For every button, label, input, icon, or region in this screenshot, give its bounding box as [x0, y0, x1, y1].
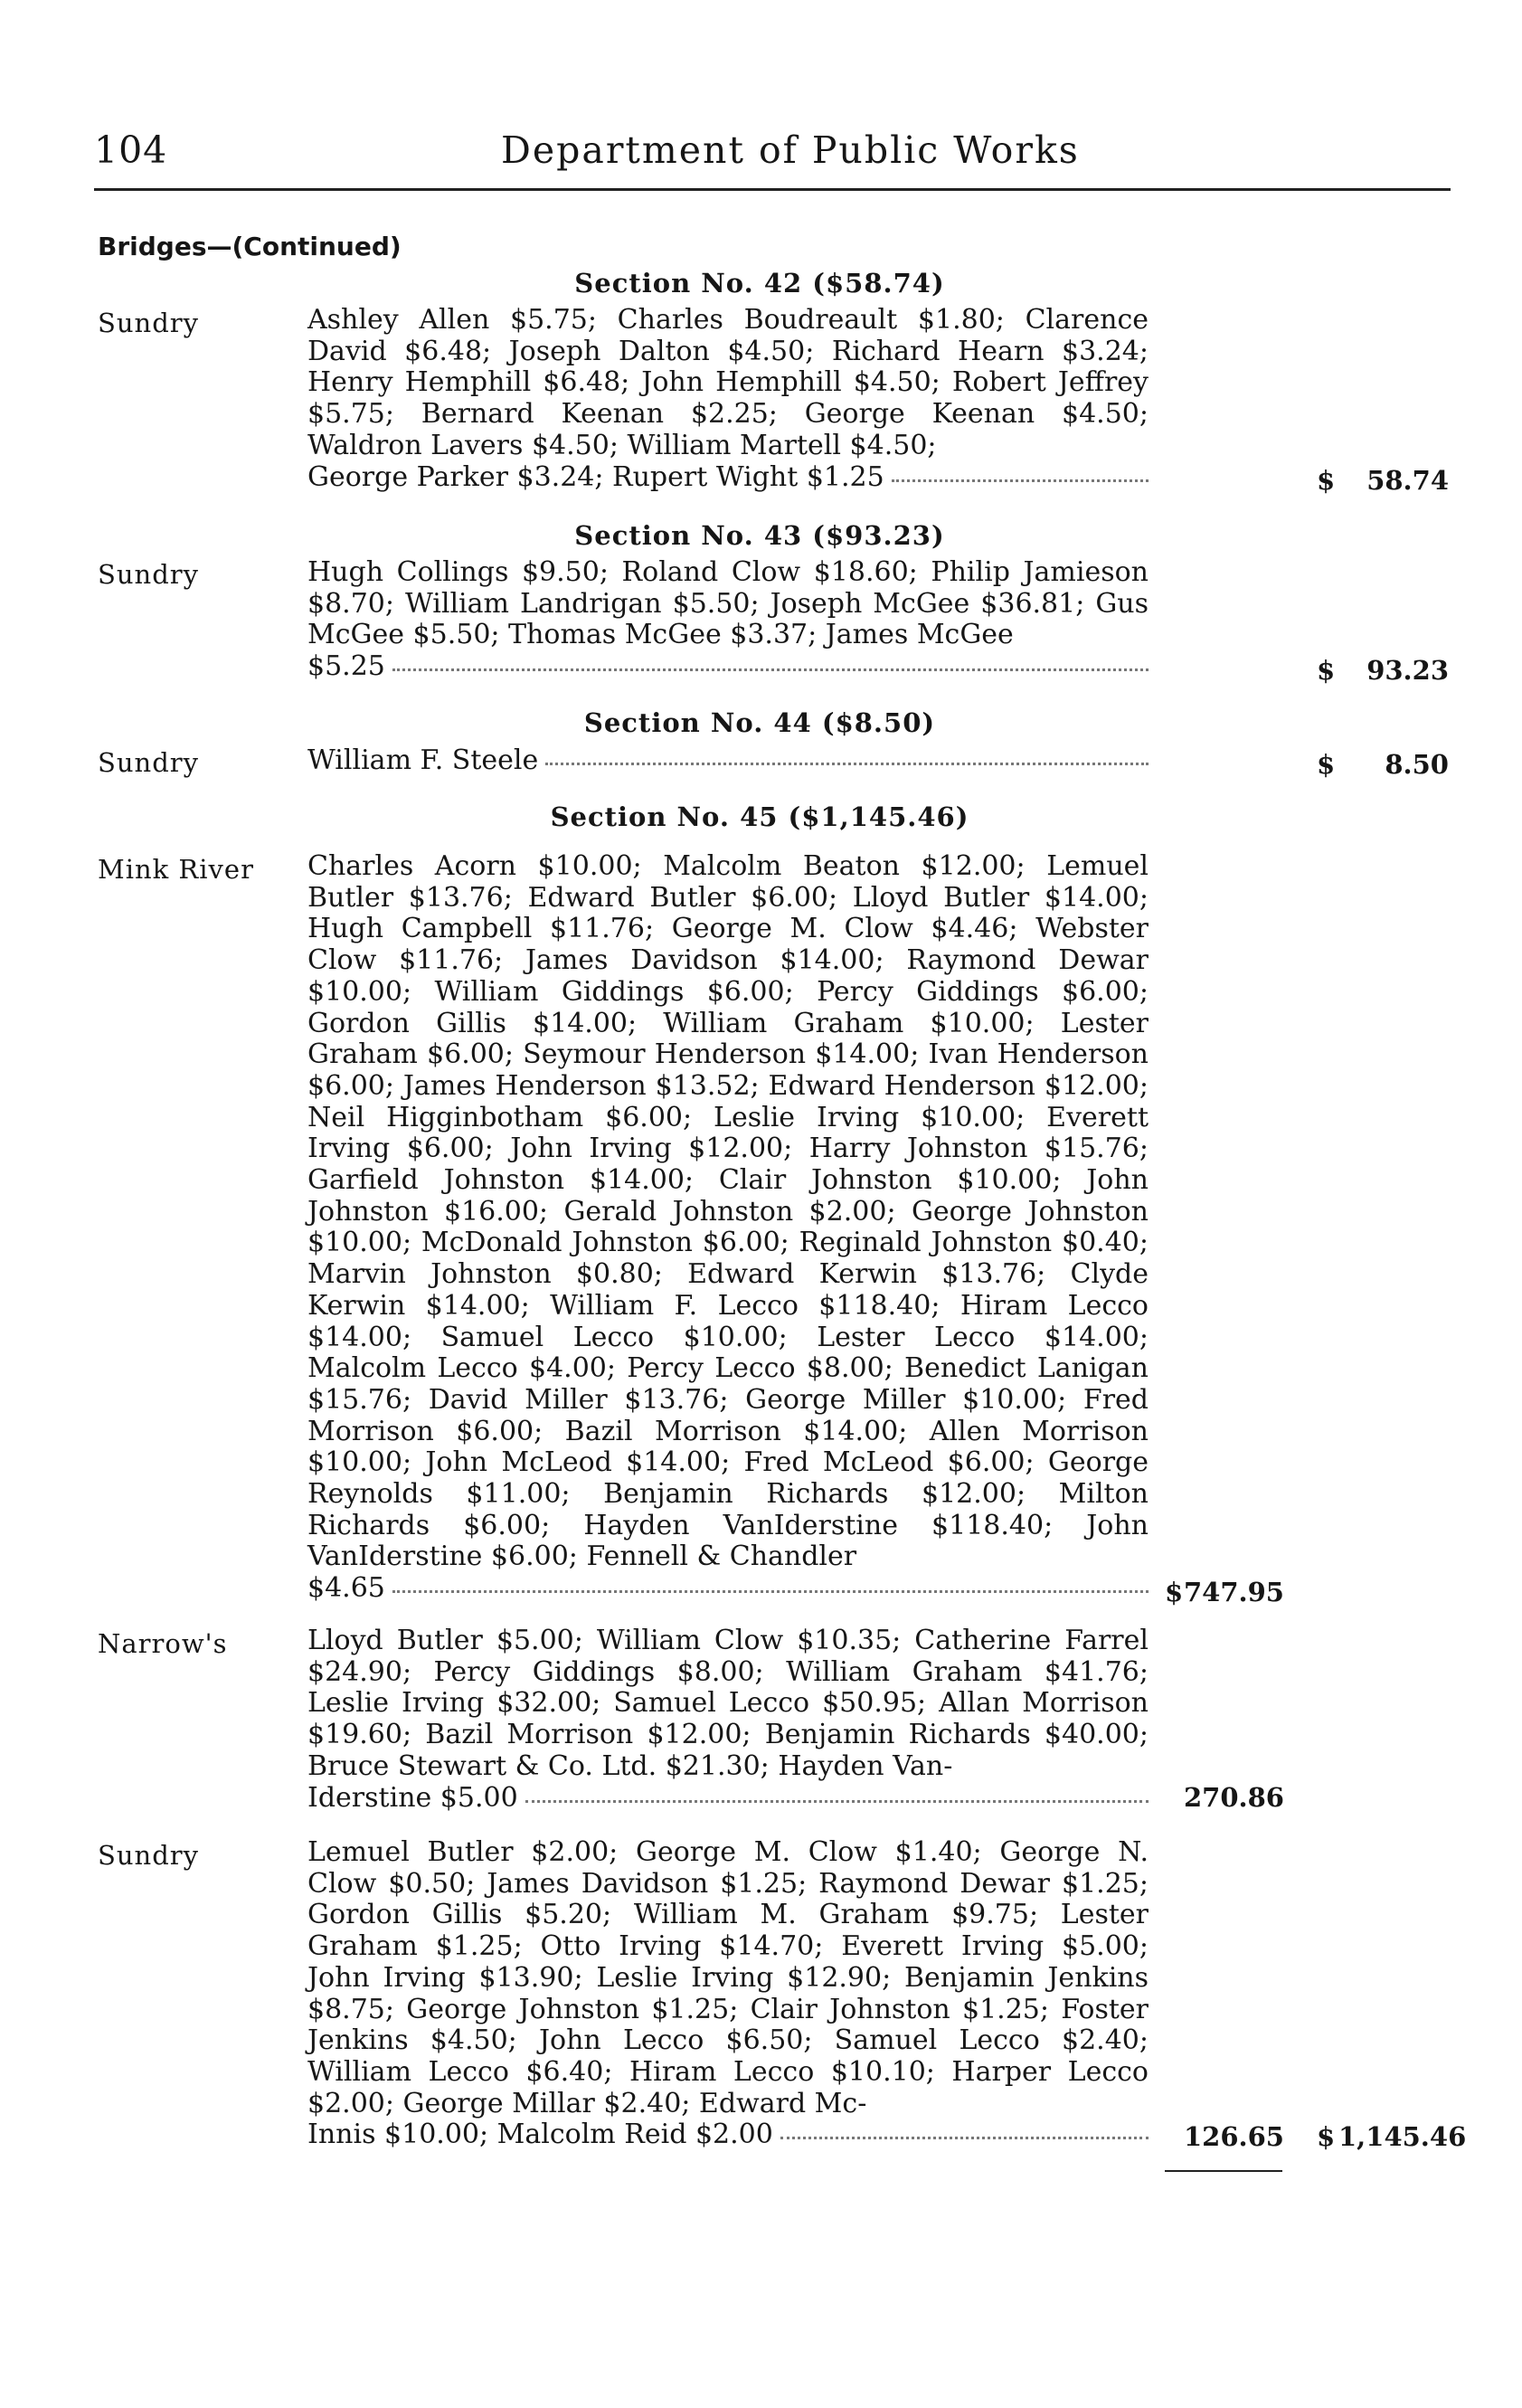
dot-leader	[545, 763, 1149, 765]
dot-leader	[780, 2137, 1149, 2139]
running-title: Department of Public Works	[501, 128, 1080, 172]
entry-last-text: $4.65	[307, 1572, 385, 1605]
dot-leader	[392, 668, 1149, 671]
page-number: 104	[94, 128, 168, 172]
section-heading: Section No. 45 ($1,145.46)	[550, 801, 969, 832]
entry-last-line	[307, 1573, 1149, 1605]
entry-body: Lemuel Butler $2.00; George M. Clow $1.40; George N. Clow $0.50; James Davidson $1.25; Raymond Dewar $1.25; Gordon Gillis $5.20; William M. Graham $9.75; Lester Graham $1.25; Otto Irving $14.70; Everett Irving $5.00; John Irving $13.90; Leslie Irving $12.90; Benjamin Jenkins $8.75; George Johnston $1.25; Clair Johnston $1.25; Foster Jenkins $4.50; John Lecco $6.50; Samuel Lecco $2.40; William Lecco $6.40; Hiram Lecco $10.10; Harper Lecco $2.00; George Millar $2.40; Edward Mc-	[307, 1836, 1149, 2119]
section-total: 58.74	[1366, 465, 1449, 496]
entry-last-line	[307, 2119, 1149, 2151]
row-label: Sundry	[98, 1840, 200, 1871]
entry-last-text: William F. Steele	[307, 744, 539, 776]
row-label: Narrow's	[98, 1628, 228, 1659]
entry-last-text: $5.25	[307, 650, 385, 683]
section-heading: Section No. 42 ($58.74)	[574, 268, 945, 299]
row-label: Sundry	[98, 747, 200, 778]
page-header	[94, 128, 1451, 183]
total-dollar-sign: $	[1317, 749, 1336, 780]
row-label: Sundry	[98, 308, 200, 338]
total-dollar-sign: $	[1317, 655, 1336, 686]
section-total: 1,145.46	[1338, 2121, 1467, 2152]
subtotal-amount: 126.65	[1184, 2121, 1284, 2152]
row-label: Mink River	[98, 854, 254, 885]
subtotal-amount: 747.95	[1184, 1577, 1284, 1607]
section-heading: Section No. 43 ($93.23)	[574, 520, 945, 551]
entry-text	[307, 557, 1149, 683]
entry-text	[307, 745, 1149, 777]
section-total: 93.23	[1366, 655, 1449, 686]
entry-last-text: Iderstine $5.00	[307, 1781, 518, 1814]
subtotal-amount: 270.86	[1184, 1782, 1284, 1813]
dot-leader	[892, 479, 1149, 482]
entry-body: Charles Acorn $10.00; Malcolm Beaton $12.00; Lemuel Butler $13.76; Edward Butler $6.00; Lloyd Butler $14.00; Hugh Campbell $11.76; George M. Clow $4.46; Webster Clow $11.76; James Davidson $14.00; Raymond Dewar $10.00; William Giddings $6.00; Percy Giddings $6.00; Gordon Gillis $14.00; William Graham $10.00; Lester Graham $6.00; Seymour Henderson $14.00; Ivan Henderson $6.00; James Henderson $13.52; Edward Henderson $12.00; Neil Higginbotham $6.00; Leslie Irving $10.00; Everett Irving $6.00; John Irving $12.00; Harry Johnston $15.76; Garfield Johnston $14.00; Clair Johnston $10.00; John Johnston $16.00; Gerald Johnston $2.00; George Johnston $10.00; McDonald Johnston $6.00; Reginald Johnston $0.40; Marvin Johnston $0.80; Edward Kerwin $13.76; Clyde Kerwin $14.00; William F. Lecco $118.40; Hiram Lecco $14.00; Samuel Lecco $10.00; Lester Lecco $14.00; Malcolm Lecco $4.00; Percy Lecco $8.00; Benedict Lanigan $15.76; David Miller $13.76; George Miller $10.00; Fred Morrison $6.00; Bazil Morrison $14.00; Allen Morrison $10.00; John McLeod $14.00; Fred McLeod $6.00; George Reynolds $11.00; Benjamin Richards $12.00; Milton Richards $6.00; Hayden VanIderstine $118.40; John VanIderstine $6.00; Fennell & Chandler	[307, 850, 1149, 1573]
section-heading: Section No. 44 ($8.50)	[583, 707, 936, 738]
entry-text	[307, 851, 1149, 1605]
entry-body: Ashley Allen $5.75; Charles Boudreault $1.80; Clarence David $6.48; Joseph Dalton $4.50; Richard Hearn $3.24; Henry Hemphill $6.48; John Hemphill $4.50; Robert Jeffrey $5.75; Bernard Keenan $2.25; George Keenan $4.50; Waldron Lavers $4.50; William Martell $4.50;	[307, 304, 1149, 461]
entry-text	[307, 1626, 1149, 1814]
dot-leader	[525, 1800, 1149, 1803]
continued-heading: Bridges—(Continued)	[98, 232, 402, 261]
entry-last-line	[307, 745, 1149, 777]
entry-body: Hugh Collings $9.50; Roland Clow $18.60; Philip Jamieson $8.70; William Landrigan $5.50; Joseph McGee $36.81; Gus McGee $5.50; Thomas McGee $3.37; James McGee	[307, 556, 1149, 651]
entry-last-line	[307, 651, 1149, 683]
entry-text	[307, 305, 1149, 493]
header-rule	[94, 188, 1451, 191]
total-dollar-sign: $	[1317, 2121, 1336, 2152]
entry-text	[307, 1837, 1149, 2151]
entry-last-text: Innis $10.00; Malcolm Reid $2.00	[307, 2119, 773, 2151]
entry-last-text: George Parker $3.24; Rupert Wight $1.25	[307, 460, 884, 493]
entry-last-line	[307, 1783, 1149, 1815]
total-dollar-sign: $	[1317, 465, 1336, 496]
row-label: Sundry	[98, 559, 200, 590]
section-total: 8.50	[1385, 749, 1449, 780]
entry-last-line	[307, 462, 1149, 494]
entry-body: Lloyd Butler $5.00; William Clow $10.35; Catherine Farrel $24.90; Percy Giddings $8.00; William Graham $41.76; Leslie Irving $32.00; Samuel Lecco $50.95; Allan Morrison $19.60; Bazil Morrison $12.00; Benjamin Richards $40.00; Bruce Stewart & Co. Ltd. $21.30; Hayden Van-	[307, 1625, 1149, 1782]
subtotal-dollar-sign: $	[1165, 1577, 1184, 1607]
dot-leader	[392, 1590, 1149, 1593]
subtotal-rule	[1165, 2170, 1282, 2172]
